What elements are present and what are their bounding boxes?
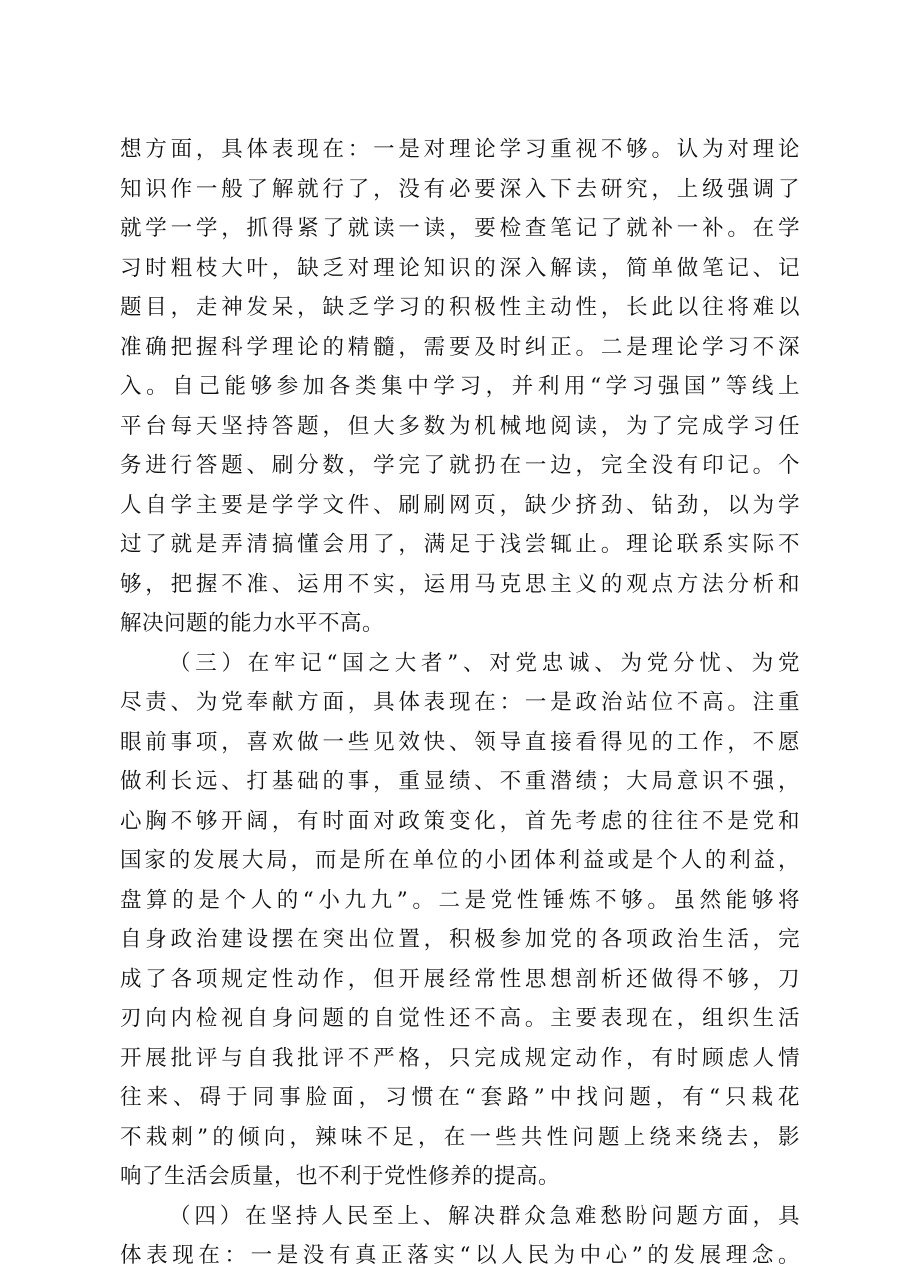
text-line: 眼前事项，喜欢做一些见效快、领导直接看得见的工作，不愿 [120,729,800,755]
text-line: 刃向内检视自身问题的自觉性还不高。主要表现在，组织生活 [120,1006,800,1031]
document-body [120,130,800,1276]
text-line: 开展批评与自我批评不严格，只完成规定动作，有时顾虑人情 [120,1045,800,1071]
text-line: 入。自己能够参加各类集中学习，并利用“学习强国”等线上 [120,374,800,399]
text-line: 往来、碍于同事脸面，习惯在“套路”中找问题，有“只栽花 [120,1085,800,1110]
text-line: 够，把握不准、运用不实，运用马克思主义的观点方法分析和 [120,571,800,597]
text-line: 想方面，具体表现在：一是对理论学习重视不够。认为对理论 [120,137,800,162]
text-line: 心胸不够开阔，有时面对政策变化，首先考虑的往往不是党和 [120,808,800,834]
text-line: 盘算的是个人的“小九九”。二是党性锤炼不够。虽然能够将 [120,887,800,913]
text-line: 人自学主要是学学文件、刷刷网页，缺少挤劲、钻劲，以为学 [120,492,800,518]
text-line: 务进行答题、刷分数，学完了就扔在一边，完全没有印记。个 [120,453,800,478]
text-line: 解决问题的能力水平不高。 [120,611,385,636]
text-line: 响了生活会质量，也不利于党性修养的提高。 [120,1164,561,1189]
text-line: （四）在坚持人民至上、解决群众急难愁盼问题方面，具 [169,1203,800,1229]
text-line: 自身政治建设摆在突出位置，积极参加党的各项政治生活，完 [120,927,800,952]
text-line: 国家的发展大局，而是所在单位的小团体利益或是个人的利益， [120,848,800,873]
text-line: 就学一学，抓得紧了就读一读，要检查笔记了就补一补。在学 [120,216,800,241]
text-line: 习时粗枝大叶，缺乏对理论知识的深入解读，简单做笔记、记 [120,255,800,281]
text-line: 成了各项规定性动作，但开展经常性思想剖析还做得不够，刀 [120,966,800,992]
text-line: 准确把握科学理论的精髓，需要及时纠正。二是理论学习不深 [120,334,800,360]
text-line: 尽责、为党奉献方面，具体表现在：一是政治站位不高。注重 [120,690,800,715]
text-line: 平台每天坚持答题，但大多数为机械地阅读，为了完成学习任 [120,413,800,439]
text-line: 过了就是弄清搞懂会用了，满足于浅尝辄止。理论联系实际不 [120,532,800,557]
text-line: 做利长远、打基础的事，重显绩、不重潜绩；大局意识不强， [120,769,800,794]
text-line: 体表现在：一是没有真正落实“以人民为中心”的发展理念。 [120,1243,800,1268]
text-line: 不栽刺”的倾向，辣味不足，在一些共性问题上绕来绕去，影 [120,1124,800,1150]
text-line: （三）在牢记“国之大者”、对党忠诚、为党分忧、为党 [169,650,800,676]
text-line: 题目，走神发呆，缺乏学习的积极性主动性，长此以往将难以 [120,295,800,320]
text-line: 知识作一般了解就行了，没有必要深入下去研究，上级强调了 [120,176,800,202]
